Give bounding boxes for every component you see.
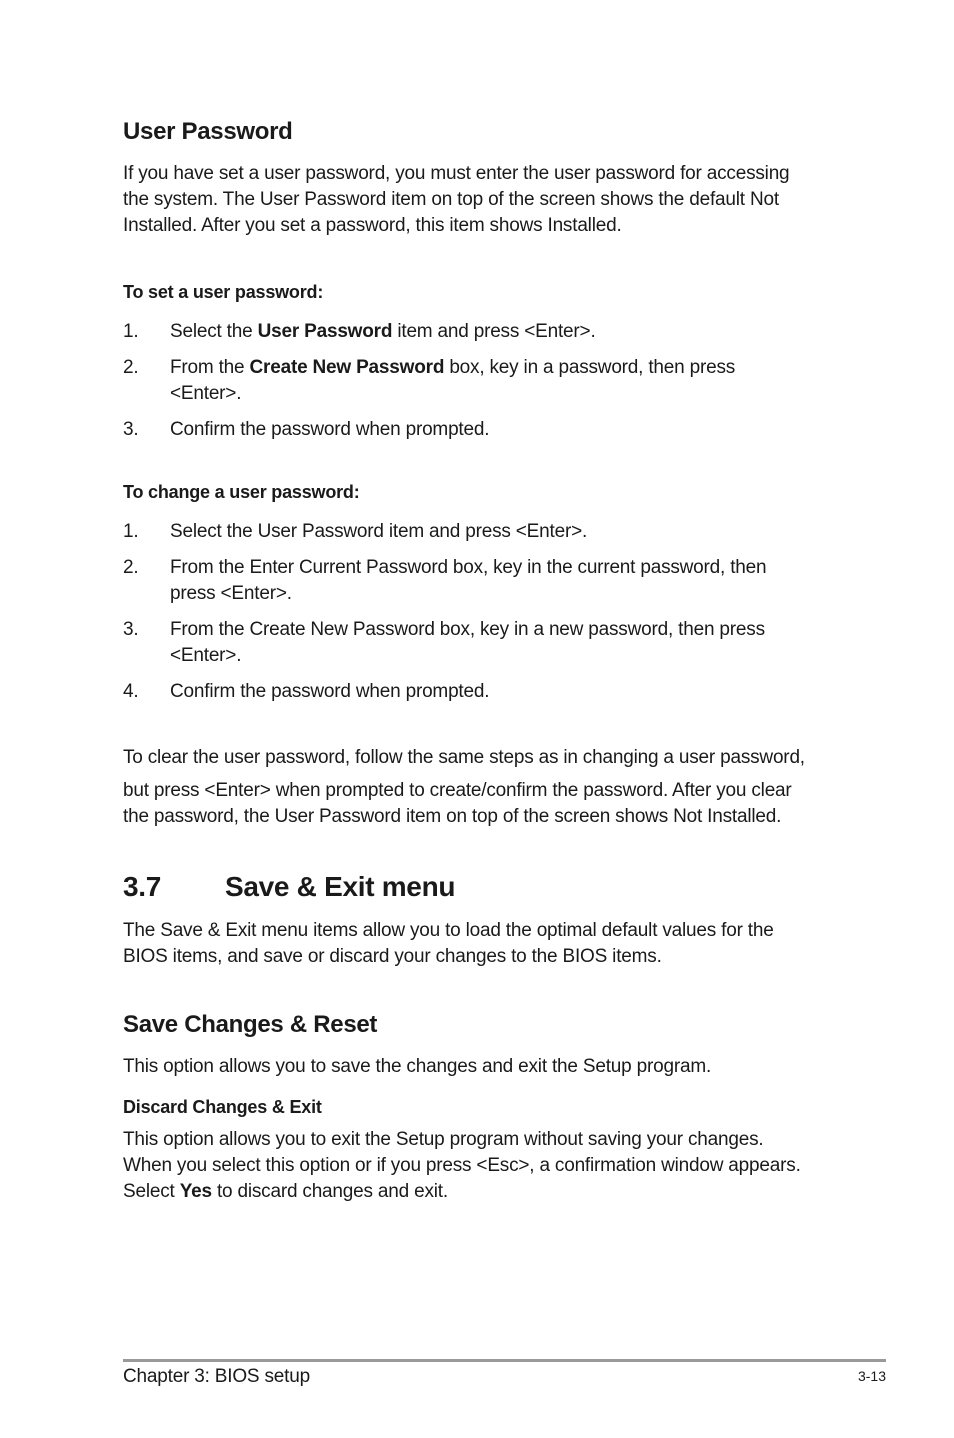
step-number: 1.	[123, 321, 139, 342]
step-text: <Enter>.	[170, 645, 242, 666]
clear-line: To clear the user password, follow the same steps as in changing a user password,	[123, 747, 805, 768]
section-number: 3.7	[123, 871, 162, 902]
footer-divider	[123, 1359, 886, 1362]
step-text: box, key in a password, then press	[444, 357, 736, 378]
user-password-heading: User Password	[123, 118, 293, 145]
step-text: Confirm the password when prompted.	[170, 419, 490, 440]
change-password-heading: To change a user password:	[123, 482, 360, 502]
step-text: Confirm the password when prompted.	[170, 681, 490, 702]
clear-line: the password, the User Password item on top of the screen shows Not Installed.	[123, 806, 782, 827]
step-text: <Enter>.	[170, 383, 242, 404]
clear-password-note-2	[123, 778, 843, 830]
step-text: Select the	[170, 321, 258, 342]
clear-password-note-1	[123, 745, 843, 771]
section-title: Save & Exit menu	[225, 871, 456, 902]
step-number: 2.	[123, 357, 139, 378]
discard-exit-heading: Discard Changes & Exit	[123, 1097, 322, 1117]
intro-line: If you have set a user password, you must enter the user password for accessing	[123, 163, 790, 184]
step-number: 2.	[123, 557, 139, 578]
intro-line: the system. The User Password item on top of the screen shows the default Not	[123, 189, 779, 210]
intro-line: The Save & Exit menu items allow you to load the optimal default values for the	[123, 920, 774, 941]
intro-line: Installed. After you set a password, this item shows Installed.	[123, 215, 622, 236]
yes-option-text: Yes	[179, 1181, 212, 1202]
step-text: press <Enter>.	[170, 583, 292, 604]
step-text: From the Create New Password box, key in a new password, then press	[170, 619, 765, 640]
footer-page-number: 3-13	[857, 1368, 886, 1384]
step-text: From the	[170, 357, 250, 378]
clear-line: but press <Enter> when prompted to create/confirm the password. After you clear	[123, 780, 792, 801]
step-number: 3.	[123, 619, 139, 640]
intro-line: BIOS items, and save or discard your changes to the BIOS items.	[123, 946, 662, 967]
step-bold-text: Create New Password	[249, 357, 445, 378]
save-reset-text: This option allows you to save the changes and exit the Setup program.	[123, 1056, 712, 1077]
step-text: Select the User Password item and press <Enter>.	[170, 521, 588, 542]
step-bold-text: User Password	[257, 321, 393, 342]
save-reset-heading: Save Changes & Reset	[123, 1011, 378, 1038]
discard-exit-text: This option allows you to exit the Setup program without saving your changes. When you select this option or if you press <Esc>, a confirmation window appears. Select Yes to discard changes and exit.	[123, 1129, 801, 1202]
footer-chapter: Chapter 3: BIOS setup	[123, 1366, 310, 1387]
step-number: 1.	[123, 521, 139, 542]
step-number: 3.	[123, 419, 139, 440]
user-password-intro	[123, 161, 843, 239]
set-password-heading: To set a user password:	[123, 282, 324, 302]
section-heading	[123, 871, 455, 903]
step-text: From the Enter Current Password box, key in the current password, then	[170, 557, 767, 578]
step-number: 4.	[123, 681, 139, 702]
step-text: item and press <Enter>.	[392, 321, 596, 342]
section-intro	[123, 918, 843, 970]
